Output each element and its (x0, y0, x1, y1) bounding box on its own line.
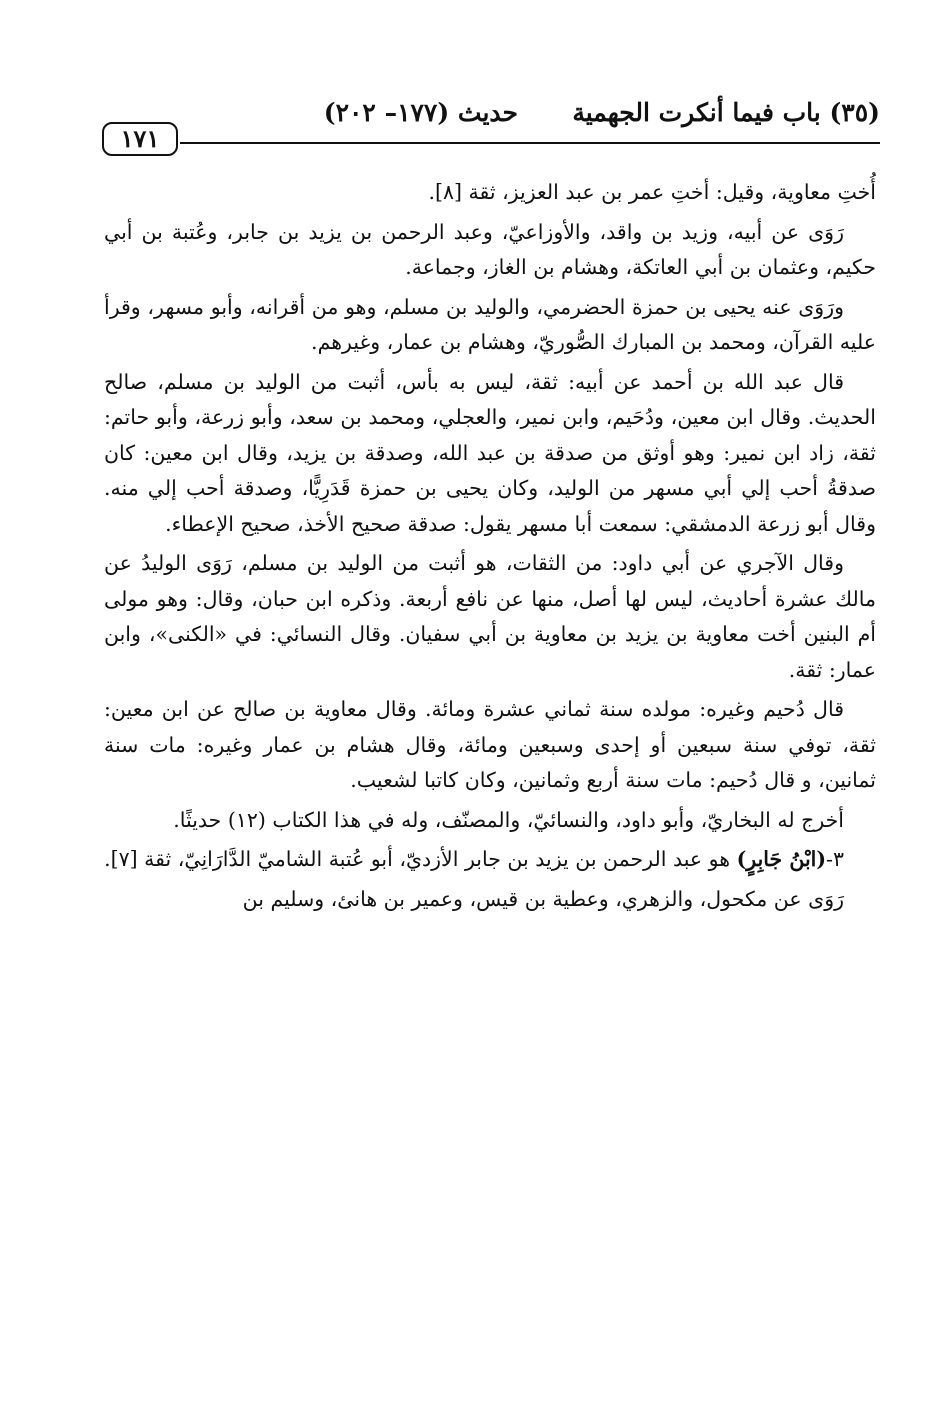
paragraph-2: رَوَى عن أبيه، وزيد بن واقد، والأوزاعيّ، وعبد الرحمن بن يزيد بن جابر، وعُتبة بن أبي حكيم، وعثمان بن أبي العاتكة، وهشام بن الغاز، وجماعة. (104, 219, 876, 279)
paragraph-1: أُختِ معاوية، وقيل: أختِ عمر بن عبد العزيز، ثقة [٨]. (428, 180, 876, 204)
paragraph-4: قال عبد الله بن أحمد عن أبيه: ثقة، ليس به بأس، أثبت من الوليد بن مسلم، صالح الحديث. وقال ابن معين، ودُحَيم، وابن نمير، والعجلي، ومحمد بن سعد، وأبو زرعة، وأبو حاتم: ثقة، زاد ابن نمير: وهو أوثق من صدقة بن عبد الله، وصدقة بن يزيد، وقال ابن معين: كان صدقةُ أحب إلي أبي مسهر من الوليد، وكان يحيى بن حمزة قَدَرِيًّا، وصدقة أحب إلي منه. وقال أبو زرعة الدمشقي: سمعت أبا مسهر يقول: صدقة صحيح الأخذ، صحيح الإعطاء. (104, 369, 876, 536)
paragraph-3: ورَوَى عنه يحيى بن حمزة الحضرمي، والوليد بن مسلم، وهو من أقرانه، وأبو مسهر، وقرأ عليه القرآن، ومحمد بن المبارك الصُّوريّ، وهشام بن عمار، وغيرهم. (104, 294, 876, 354)
paragraph-5: وقال الآجري عن أبي داود: من الثقات، هو أثبت من الوليد بن مسلم، رَوَى الوليدُ عن مالك عشرة أحاديث، ليس لها أصل، منها عن نافع أربعة. وذكره ابن حبان، وقال: وهو مولى أم البنين أخت معاوية بن يزيد بن معاوية بن أبي سفيان. وقال النسائي: في «الكنى»، وابن عمار: ثقة. (104, 551, 876, 682)
page-body (104, 175, 876, 921)
header-rule (180, 142, 880, 144)
chapter-title: (٣٥) باب فيما أنكرت الجهمية (572, 98, 880, 127)
paragraph-7: أخرج له البخاريّ، وأبو داود، والنسائيّ، والمصنّف، وله في هذا الكتاب (١٢) حديثًا. (173, 807, 844, 832)
narrator-entry (104, 842, 876, 878)
page-number: ١٧١ (102, 122, 178, 156)
page-header (102, 98, 880, 160)
narrator-number: ٣- (826, 847, 844, 871)
narrator-name: (ابْنُ جَابِرٍ) (736, 847, 827, 871)
hadith-range: حديث (١٧٧– ٢٠٢) (323, 98, 518, 127)
paragraph-last: رَوَى عن مكحول، والزهري، وعطية بن قيس، وعمير بن هانئ، وسليم بن (242, 886, 844, 911)
paragraph-6: قال دُحيم وغيره: مولده سنة ثماني عشرة ومائة. وقال معاوية بن صالح عن ابن معين: ثقة، توفي سنة سبعين أو إحدى وسبعين ومائة، وقال هشام بن عمار وغيره: مات سنة ثمانين، و قال دُحيم: مات سنة أربع وثمانين، وكان كاتبا لشعيب. (104, 697, 876, 792)
narrator-description: هو عبد الرحمن بن يزيد بن جابر الأزديّ، أبو عُتبة الشاميّ الدَّارَانِيّ، ثقة [٧]. (104, 847, 737, 871)
